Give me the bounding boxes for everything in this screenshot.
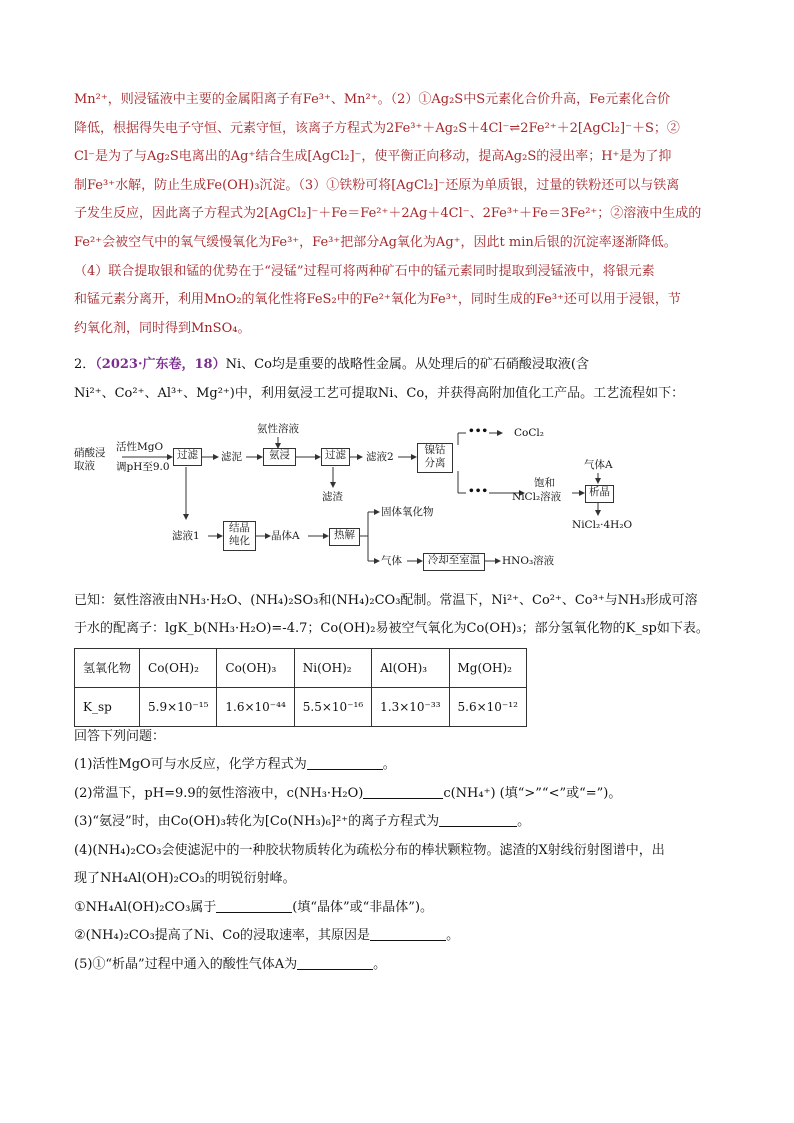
page-content bbox=[74, 86, 724, 979]
intro-text-2: Ni²⁺、Co²⁺、Al³⁺、Mg²⁺)中，利用氨浸工艺可提取Ni、Co，并获得高附加值化工产品。工艺流程如下： bbox=[74, 385, 685, 401]
mud-label: 滤泥 bbox=[221, 450, 242, 463]
answer-line: Cl⁻是为了与Ag₂S电离出的Ag⁺结合生成[AgCl₂]⁻，使平衡正向移动，提高Ag₂S的浸出率；H⁺是为了抑 bbox=[74, 149, 672, 165]
answer-line: 降低，根据得失电子守恒、元素守恒，该离子方程式为2Fe³⁺＋Ag₂S＋4Cl⁻⇌2Fe²⁺＋2[AgCl₂]⁻＋S；② bbox=[74, 120, 680, 136]
nicl2-product-label: NiCl₂·4H₂O bbox=[572, 518, 633, 531]
filter-2-box: 过滤 bbox=[321, 448, 350, 466]
gas-label: 气体 bbox=[381, 554, 402, 567]
answer-blank[interactable] bbox=[370, 926, 446, 941]
subquestion-3 bbox=[74, 808, 724, 837]
answer-line: 约氧化剂，同时得到MnSO₄。 bbox=[74, 320, 251, 336]
table-cell: Ni(OH)₂ bbox=[294, 648, 371, 687]
filtrate-2-label: 滤液2 bbox=[366, 450, 394, 463]
dots-1: ••• bbox=[468, 424, 489, 437]
period: 。 bbox=[517, 814, 531, 830]
period: 。 bbox=[373, 956, 387, 972]
saturated-label: 饱和 bbox=[534, 476, 555, 489]
table-header-row bbox=[75, 648, 527, 687]
start-liquid-label: 硝酸浸 取液 bbox=[74, 446, 106, 472]
answer-blank[interactable] bbox=[439, 812, 517, 827]
ksp-table bbox=[74, 648, 527, 727]
answer-blank[interactable] bbox=[363, 784, 443, 799]
answer-line: 制Fe³⁺水解，防止生成Fe(OH)₃沉淀。（3）①铁粉可将[AgCl₂]⁻还原为单质银，过量的铁粉还可以与铁离 bbox=[74, 177, 680, 193]
table-cell: K_sp bbox=[75, 687, 140, 726]
subquestion-1 bbox=[74, 751, 724, 780]
nicl2-solution-label: NiCl₂溶液 bbox=[512, 490, 562, 503]
table-cell: 氢氧化物 bbox=[75, 648, 140, 687]
table-cell: Co(OH)₂ bbox=[140, 648, 217, 687]
table-cell: 5.5×10⁻¹⁶ bbox=[294, 687, 371, 726]
ammonia-solution-label: 氨性溶液 bbox=[257, 422, 299, 435]
answer-prompt: 回答下列问题： bbox=[74, 728, 166, 744]
period: 。 bbox=[446, 928, 460, 944]
subquestion-4-i bbox=[74, 894, 724, 923]
subquestion-4-i-text: ①NH₄Al(OH)₂CO₃属于 bbox=[74, 899, 217, 915]
reagent-mgo-label: 活性MgO bbox=[116, 440, 164, 453]
answer-blank[interactable] bbox=[297, 955, 373, 970]
filter-1-box: 过滤 bbox=[173, 448, 202, 466]
dots-2: ••• bbox=[468, 484, 489, 497]
subquestion-2-text: (2)常温下，pH=9.9的氨性溶液中，c(NH₃·H₂O) bbox=[74, 785, 364, 801]
answer-line: 子发生反应，因此离子方程式为2[AgCl₂]⁻＋Fe＝Fe²⁺＋2Ag＋4Cl⁻、2Fe³⁺＋Fe＝3Fe²⁺；②溶液中生成的 bbox=[74, 206, 702, 222]
question-number: 2． bbox=[74, 357, 96, 373]
answer-explanation bbox=[74, 86, 724, 343]
answer-line: Mn²⁺，则浸锰液中主要的金属阳离子有Fe³⁺、Mn²⁺。（2）①Ag₂S中S元素化合价升高，Fe元素化合价 bbox=[74, 92, 671, 107]
answer-line: Fe²⁺会被空气中的氧气缓慢氧化为Fe³⁺，Fe³⁺把部分Ag氧化为Ag⁺，因此t min后银的沉淀率逐渐降低。 bbox=[74, 234, 677, 250]
question-source: （2023·广东卷，18） bbox=[95, 357, 226, 373]
process-flowchart bbox=[74, 415, 724, 583]
subquestion-2 bbox=[74, 780, 724, 809]
known-line-2: 于水的配离子：lgK_b(NH₃·H₂O)=-4.7；Co(OH)₂易被空气氧化为Co(OH)₃；部分氢氧化物的K_sp如下表。 bbox=[74, 621, 709, 637]
crystallize-box: 析晶 bbox=[585, 485, 614, 503]
intro-text: Ni、Co均是重要的战略性金属。从处理后的矿石硝酸浸取液(含 bbox=[225, 357, 589, 373]
subquestion-4-line-1: (4)(NH₄)₂CO₃会使滤泥中的一种胶状物质转化为疏松分布的棒状颗粒物。滤渣的X射线衍射图谱中，出 bbox=[74, 842, 665, 858]
table-cell: Mg(OH)₂ bbox=[449, 648, 526, 687]
subquestion-5-text: (5)①“析晶”过程中通入的酸性气体A为 bbox=[74, 956, 298, 972]
reagent-ph-label: 调pH至9.0 bbox=[116, 460, 170, 473]
subquestion-2-tail: c(NH₄⁺) (填“>”“<”或“=”)。 bbox=[443, 785, 622, 801]
hno3-label: HNO₃溶液 bbox=[502, 554, 555, 567]
table-cell: 5.9×10⁻¹⁵ bbox=[140, 687, 217, 726]
ammonia-leach-box: 氨浸 bbox=[263, 448, 296, 466]
filtrate-1-label: 滤液1 bbox=[172, 529, 200, 542]
answer-line: （4）联合提取银和锰的优势在于“浸锰”过程可将两种矿石中的锰元素同时提取到浸锰液中，将银元素 bbox=[74, 263, 655, 279]
known-line-1: 已知：氨性溶液由NH₃·H₂O、(NH₄)₂SO₃和(NH₄)₂CO₃配制。常温下，Ni²⁺、Co²⁺、Co³⁺与NH₃形成可溶 bbox=[74, 592, 698, 608]
table-cell: 1.3×10⁻³³ bbox=[372, 687, 449, 726]
subquestion-4-i-tail: (填“晶体”或“非晶体”)。 bbox=[292, 899, 434, 915]
question-2-intro bbox=[74, 351, 724, 380]
table-cell: 1.6×10⁻⁴⁴ bbox=[217, 687, 294, 726]
table-cell: Co(OH)₃ bbox=[217, 648, 294, 687]
table-cell: Al(OH)₃ bbox=[372, 648, 449, 687]
ni-co-separation-box: 镍钴 分离 bbox=[417, 443, 453, 473]
table-cell: 5.6×10⁻¹² bbox=[449, 687, 526, 726]
solid-oxide-label: 固体氧化物 bbox=[381, 505, 434, 518]
residue-label: 滤渣 bbox=[322, 490, 343, 503]
answer-line: 和锰元素分离开，利用MnO₂的氧化性将FeS₂中的Fe²⁺氧化为Fe³⁺，同时生成的Fe³⁺还可以用于浸银，节 bbox=[74, 292, 681, 308]
gas-a-label: 气体A bbox=[584, 458, 613, 471]
subquestion-5 bbox=[74, 951, 724, 980]
answer-blank[interactable] bbox=[216, 898, 292, 913]
table-row bbox=[75, 687, 527, 726]
answer-blank[interactable] bbox=[307, 755, 383, 770]
period: 。 bbox=[382, 757, 396, 773]
subquestion-4-ii bbox=[74, 922, 724, 951]
subquestion-3-text: (3)“氨浸”时，由Co(OH)₃转化为[Co(NH₃)₆]²⁺的离子方程式为 bbox=[74, 814, 440, 830]
crystal-a-label: 晶体A bbox=[271, 529, 300, 542]
subquestion-4-ii-text: ②(NH₄)₂CO₃提高了Ni、Co的浸取速率，其原因是 bbox=[74, 928, 371, 944]
subquestion-4-line-2: 现了NH₄Al(OH)₂CO₃的明锐衍射峰。 bbox=[74, 871, 296, 887]
pyrolysis-box: 热解 bbox=[329, 528, 360, 546]
cocl2-label: CoCl₂ bbox=[514, 426, 544, 439]
crystal-purify-box: 结晶 纯化 bbox=[223, 521, 256, 551]
cool-box: 冷却至室温 bbox=[423, 553, 485, 571]
subquestion-1-text: (1)活性MgO可与水反应，化学方程式为 bbox=[74, 757, 307, 773]
